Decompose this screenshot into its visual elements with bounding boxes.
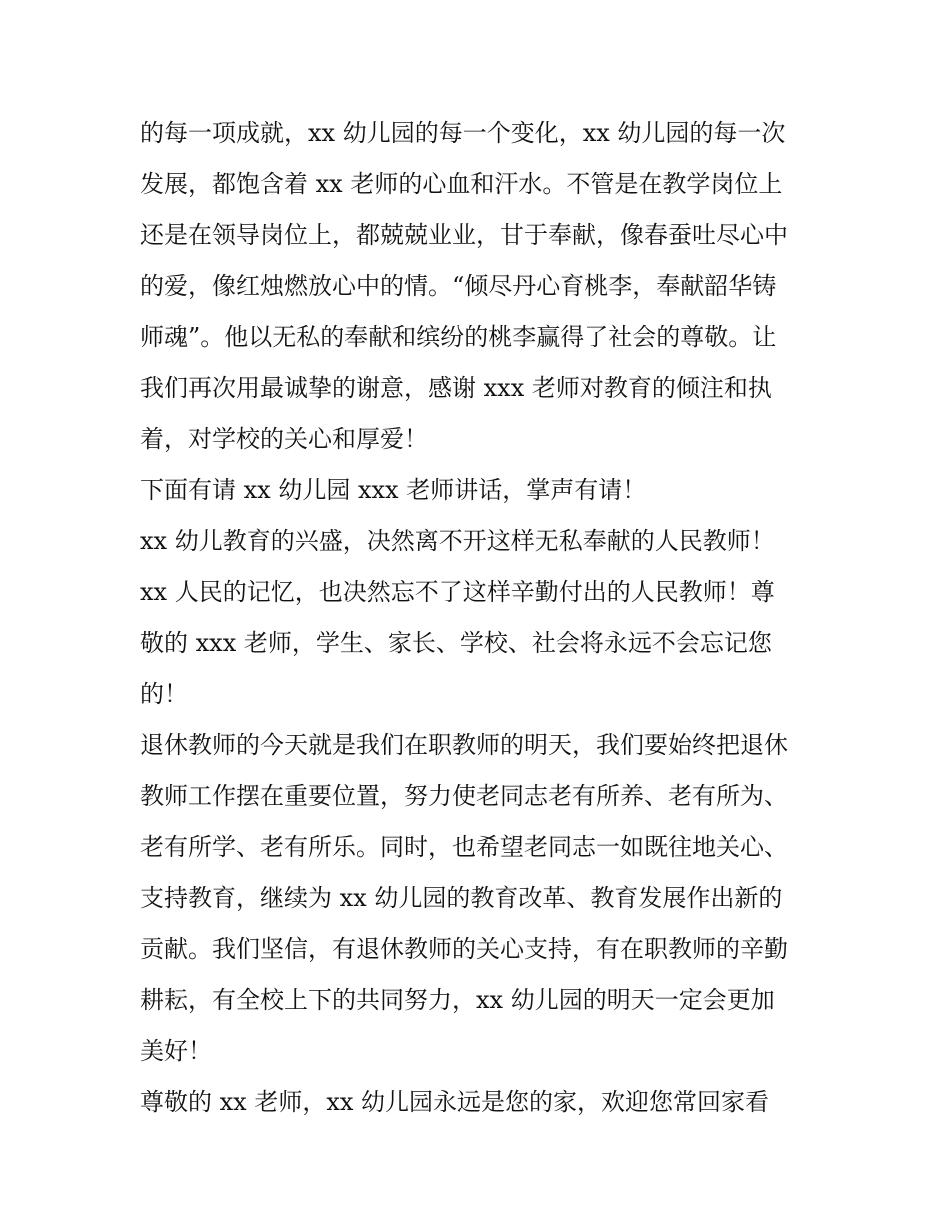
text-line: 的爱，像红烛燃放心中的情。“倾尽丹心育桃李，奉献韶华铸 [140,272,777,300]
text-line: 的每一项成就，xx 幼儿园的每一个变化，xx 幼儿园的每一次 [140,119,786,147]
text-line: 耕耘，有全校上下的共同努力，xx 幼儿园的明天一定会更加 [140,986,775,1014]
text-line: 下面有请 xx 幼儿园 xxx 老师讲话，掌声有请！ [140,476,647,504]
text-line: 我们再次用最诚挚的谢意，感谢 xxx 老师对教育的倾注和执 [140,374,772,402]
text-line: 发展，都饱含着 xx 老师的心血和汗水。不管是在教学岗位上 [140,170,783,198]
text-line: 贡献。我们坚信，有退休教师的关心支持，有在职教师的辛勤 [140,935,788,963]
body-text [140,108,830,1128]
text-line: 师魂”。他以无私的奉献和缤纷的桃李赢得了社会的尊敬。让 [140,323,777,351]
text-line: 教师工作摆在重要位置，努力使老同志老有所养、老有所为、 [140,782,788,810]
text-line: 美好！ [140,1037,212,1065]
text-line: xx 幼儿教育的兴盛，决然离不开这样无私奉献的人民教师！ [140,527,775,555]
text-line: 尊敬的 xx 老师，xx 幼儿园永远是您的家，欢迎您常回家看 [140,1088,770,1116]
text-line: 的！ [140,680,188,708]
text-line: 敬的 xxx 老师，学生、家长、学校、社会将永远不会忘记您 [140,629,772,657]
text-line: 退休教师的今天就是我们在职教师的明天，我们要始终把退休 [140,731,788,759]
text-line: 还是在领导岗位上，都兢兢业业，甘于奉献，像春蚕吐尽心中 [140,221,788,249]
text-line: 老有所学、老有所乐。同时，也希望老同志一如既往地关心、 [140,833,788,861]
text-line: xx 人民的记忆，也决然忘不了这样辛勤付出的人民教师！尊 [140,578,775,606]
text-line: 支持教育，继续为 xx 幼儿园的教育改革、教育发展作出新的 [140,884,783,912]
text-line: 着，对学校的关心和厚爱！ [140,425,428,453]
